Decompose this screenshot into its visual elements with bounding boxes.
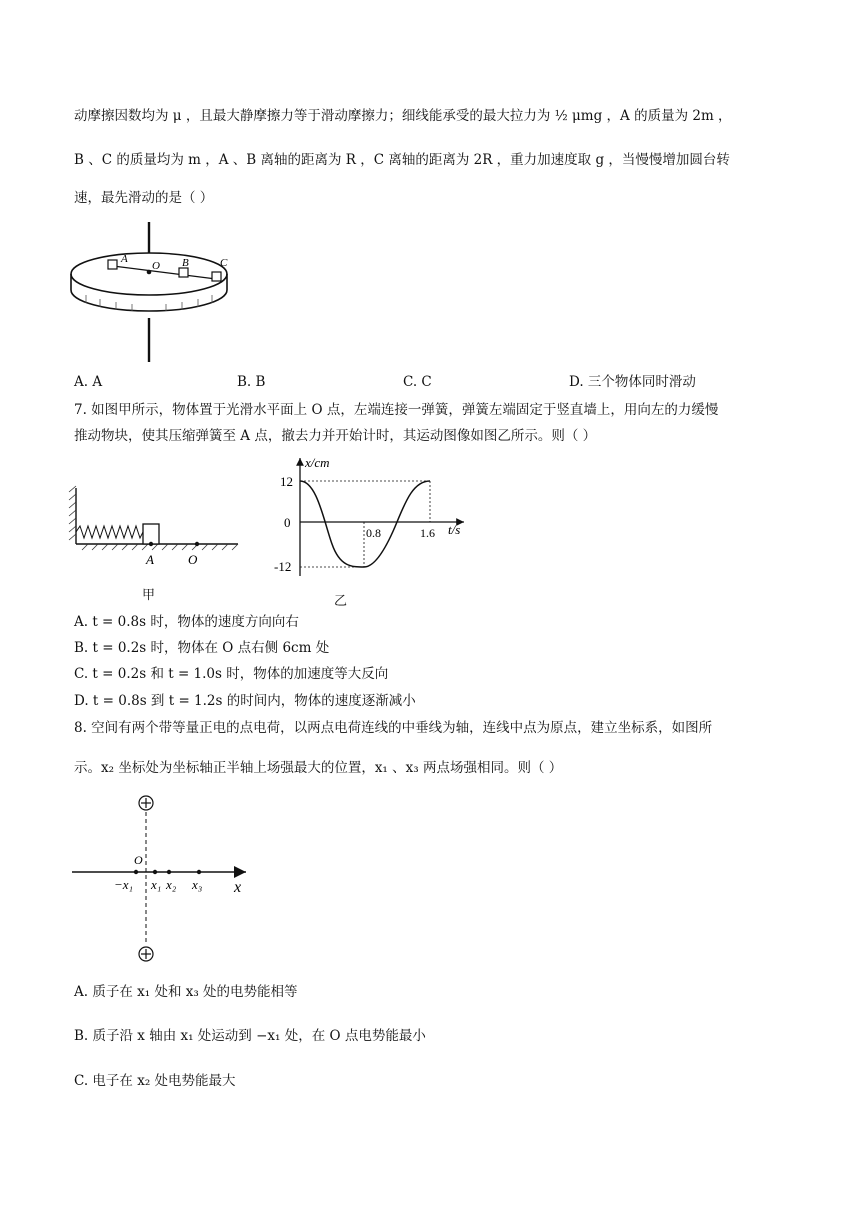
q8-line-1: 8. 空间有两个带等量正电的点电荷，以两点电荷连线的中垂线为轴，连线中点为原点，建立坐标系，如图所 xyxy=(74,720,713,736)
q6-option-a: A. A xyxy=(74,374,103,390)
q6-option-c: C. C xyxy=(403,374,432,390)
q7-line-1: 7. 如图甲所示，物体置于光滑水平面上 O 点，左端连接一弹簧，弹簧左端固定于竖直墙上，用向左的力缓慢 xyxy=(74,402,719,418)
fig-jia-caption: 甲 xyxy=(142,588,156,603)
q6-line-2: B 、C 的质量均为 m ，A 、B 离轴的距离为 R ，C 离轴的距离为 2R ，重力加速度取 g ，当慢慢增加圆台转 xyxy=(74,152,730,168)
origin-label: O xyxy=(134,853,143,867)
positive-charge-bottom xyxy=(139,947,153,961)
origin-o-label: O xyxy=(152,260,160,272)
y-tick-0: 0 xyxy=(284,515,291,530)
q8-option-b: B. 质子沿 x 轴由 x₁ 处运动到 −x₁ 处，在 O 点电势能最小 xyxy=(74,1028,426,1044)
point-o-label: O xyxy=(188,552,198,567)
point-a-label: A xyxy=(146,552,154,567)
xt-graph xyxy=(272,452,472,584)
q8-option-a: A. 质子在 x₁ 处和 x₃ 处的电势能相等 xyxy=(74,984,298,1000)
q6-line-1: 动摩擦因数均为 μ ，且最大静摩擦力等于滑动摩擦力；细线能承受的最大拉力为 ½ μmg ，A 的质量为 2m ， xyxy=(74,108,732,124)
block-c-label: C xyxy=(220,257,228,269)
q7-line-2: 推动物块，使其压缩弹簧至 A 点，撤去力并开始计时，其运动图像如图乙所示。则（ ） xyxy=(74,428,597,444)
x-tick-0-8: 0.8 xyxy=(366,526,381,540)
charges-axis-figure xyxy=(66,792,256,968)
point-neg-x1: −x₁ xyxy=(114,877,134,892)
turntable-figure xyxy=(66,222,234,362)
y-tick-neg12: -12 xyxy=(274,559,292,574)
spring-block-figure xyxy=(66,482,246,582)
q7-option-c: C. t = 0.2s 和 t = 1.0s 时，物体的加速度等大反向 xyxy=(74,666,389,682)
q7-option-a: A. t = 0.8s 时，物体的速度方向向右 xyxy=(74,614,299,630)
q6-line-3: 速，最先滑动的是（ ） xyxy=(74,190,214,206)
fig-yi-caption: 乙 xyxy=(334,594,348,609)
q8-option-c: C. 电子在 x₂ 处电势能最大 xyxy=(74,1073,236,1089)
point-x1: x₁ xyxy=(151,877,162,892)
y-tick-12: 12 xyxy=(280,474,293,489)
x-axis-label: t/s xyxy=(448,522,461,537)
block-b-label: B xyxy=(182,257,189,269)
positive-charge-top xyxy=(139,796,153,810)
point-x2: x₂ xyxy=(166,877,177,892)
q7-option-b: B. t = 0.2s 时，物体在 O 点右侧 6cm 处 xyxy=(74,640,330,656)
y-axis-label: x/cm xyxy=(305,455,330,470)
x-axis-label: x xyxy=(234,879,242,896)
q7-option-d: D. t = 0.8s 到 t = 1.2s 的时间内，物体的速度逐渐减小 xyxy=(74,693,416,709)
block-a-label: A xyxy=(121,253,128,265)
point-x3: x₃ xyxy=(192,877,203,892)
x-tick-1-6: 1.6 xyxy=(420,526,435,540)
q8-line-2: 示。x₂ 坐标处为坐标轴正半轴上场强最大的位置，x₁ 、x₃ 两点场强相同。则（ ） xyxy=(74,760,563,776)
q6-option-b: B. B xyxy=(237,374,266,390)
q6-option-d: D. 三个物体同时滑动 xyxy=(569,374,696,390)
